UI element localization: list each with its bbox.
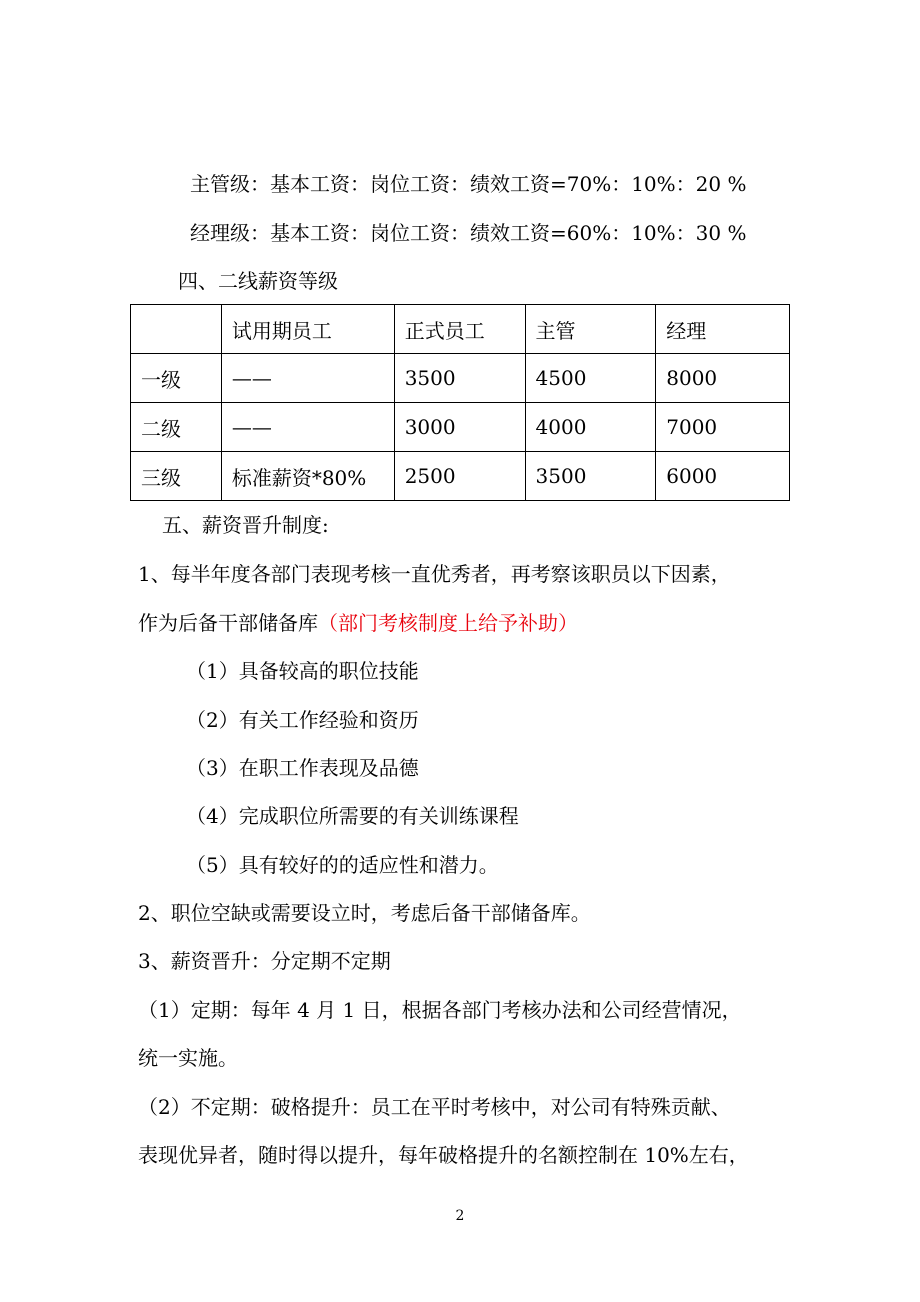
table-cell: 4000 — [525, 403, 656, 452]
table-header-cell: 经理 — [656, 305, 790, 354]
regular-promotion-line2: 统一实施。 — [138, 1046, 238, 1070]
table-row — [131, 354, 790, 403]
item1-text: 作为后备干部储备库 — [138, 611, 318, 635]
page-number: 2 — [455, 1208, 465, 1224]
table-cell: —— — [221, 354, 394, 403]
table-cell: 二级 — [131, 403, 222, 452]
table-header-cell: 主管 — [525, 305, 656, 354]
supervisor-ratio: 主管级：基本工资：岗位工资：绩效工资=70%：10%：20 % — [190, 172, 747, 196]
table-cell: 3000 — [394, 403, 525, 452]
regular-promotion-line1: （1）定期：每年 4 月 1 日，根据各部门考核办法和公司经营情况， — [138, 998, 742, 1022]
table-header-cell: 正式员工 — [394, 305, 525, 354]
section4-heading: 四、二线薪资等级 — [178, 269, 338, 293]
table-cell: —— — [221, 403, 394, 452]
item3: 3、薪资晋升：分定期不定期 — [138, 949, 391, 973]
table-cell: 6000 — [656, 452, 790, 501]
item1-line1: 1、每半年度各部门表现考核一直优秀者，再考察该职员以下因素， — [138, 562, 731, 586]
item1-note: （部门考核制度上给予补助） — [318, 611, 578, 635]
irregular-promotion-line1: （2）不定期：破格提升：员工在平时考核中，对公司有特殊贡献、 — [138, 1095, 731, 1119]
salary-grade-table — [130, 304, 790, 501]
factor-item: （1）具备较高的职位技能 — [186, 659, 419, 683]
factor-item: （5）具有较好的的适应性和潜力。 — [186, 853, 499, 877]
table-header-cell: 试用期员工 — [221, 305, 394, 354]
table-header-cell — [131, 305, 222, 354]
section5-heading: 五、薪资晋升制度: — [162, 513, 329, 537]
table-cell: 3500 — [394, 354, 525, 403]
item2: 2、职位空缺或需要设立时，考虑后备干部储备库。 — [138, 901, 591, 925]
table-row — [131, 403, 790, 452]
table-row — [131, 452, 790, 501]
factor-item: （3）在职工作表现及品德 — [186, 756, 419, 780]
table-cell: 4500 — [525, 354, 656, 403]
irregular-promotion-line2: 表现优异者，随时得以提升，每年破格提升的名额控制在 10%左右， — [138, 1143, 749, 1167]
table-cell: 7000 — [656, 403, 790, 452]
table-cell: 3500 — [525, 452, 656, 501]
factor-item: （4）完成职位所需要的有关训练课程 — [186, 804, 519, 828]
table-cell: 标准薪资*80% — [221, 452, 394, 501]
table-header-row — [131, 305, 790, 354]
table-cell: 8000 — [656, 354, 790, 403]
manager-ratio: 经理级：基本工资：岗位工资：绩效工资=60%：10%：30 % — [190, 221, 747, 245]
factor-item: （2）有关工作经验和资历 — [186, 708, 419, 732]
table-cell: 2500 — [394, 452, 525, 501]
table-cell: 三级 — [131, 452, 222, 501]
item1-line2 — [138, 610, 578, 636]
table-cell: 一级 — [131, 354, 222, 403]
